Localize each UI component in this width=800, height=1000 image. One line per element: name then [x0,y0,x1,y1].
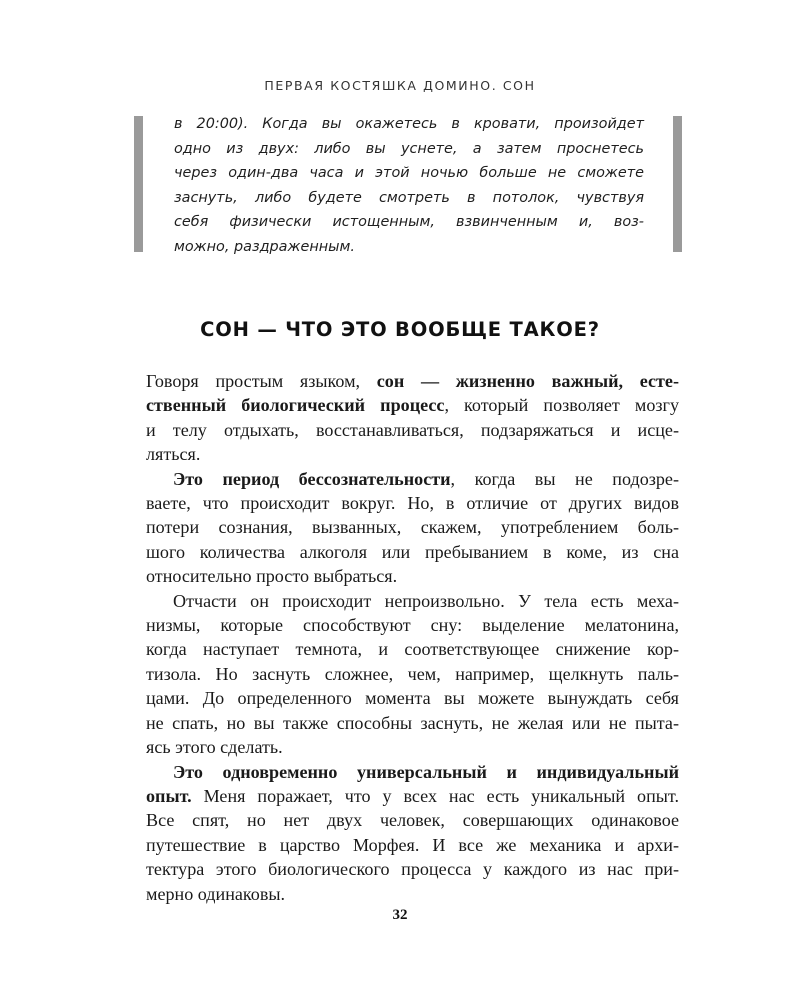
paragraph [146,467,679,589]
body-line: Это период бессознательности, когда вы не подозре- [173,468,679,489]
body-line: потери сознания, вызванных, скажем, употреблением боль- [146,517,679,538]
body-line: когда наступает темнота, и соответствующее снижение кор- [146,639,679,660]
page-number: 32 [392,907,408,923]
bold-phrase: Это одновременно универсальный и индивидуальный [173,761,679,782]
quote-line: в 20:00). Когда вы окажетесь в кровати, произойдет [174,116,644,132]
body-line: низмы, которые способствуют сну: выделение мелатонина, [146,615,679,636]
body-line: мерно одинаковы. [146,883,286,904]
body-line: опыт. Меня поражает, что у всех нас есть уникальный опыт. [146,785,679,806]
bold-phrase: Это период бессознательности [173,468,451,489]
quote-bar-right [673,116,682,252]
body-line: Все спят, но нет двух человек, совершающих одинаковое [146,810,679,831]
paragraph [146,760,679,906]
quote-line: одно из двух: либо вы уснете, а затем проснетесь [174,140,644,157]
body-line: относительно просто выбраться. [146,566,398,587]
bold-phrase: сон — жизненно важный, есте- [376,371,679,391]
quote-line: заснуть, либо будете смотреть в потолок, чувствуя [174,189,644,206]
body-line: Говоря простым языком, сон — жизненно важный, есте- [146,371,679,391]
quote-box [134,112,682,255]
body-line: цами. До определенного момента вы можете вынуждать себя [146,688,679,709]
section-heading: СОН — ЧТО ЭТО ВООБЩЕ ТАКОЕ? [200,318,600,341]
bold-phrase: ственный биологический процесс [146,395,445,416]
body-line: не спать, но вы также способны заснуть, не желая или не пыта- [146,712,679,733]
quote-line: себя физически истощенным, взвинченным и, воз- [174,214,644,230]
bold-phrase: опыт. [146,785,192,806]
body-line: ляться. [146,444,201,465]
quote-line: можно, раздраженным. [174,238,355,255]
body-line: ственный биологический процесс, который позволяет мозгу [146,395,680,416]
quote-bar-left [134,116,143,252]
body-text [146,369,679,906]
running-head: ПЕРВАЯ КОСТЯШКА ДОМИНО. СОН [264,78,536,93]
body-line [146,760,679,784]
body-line: тектура этого биологического процесса у каждого из нас при- [146,859,679,880]
body-line: путешествие в царство Морфея. И все же механика и архи- [146,834,679,855]
body-line: шого количества алкоголя или пребыванием в коме, из сна [146,541,679,562]
body-line: тизола. Но заснуть сложнее, чем, например, щелкнуть паль- [146,663,679,684]
quote-text [174,112,644,259]
body-line: ясь этого сделать. [146,737,283,758]
paragraph [146,589,679,760]
body-line: ваете, что происходит вокруг. Но, в отличие от других видов [146,493,679,514]
body-line: Отчасти он происходит непроизвольно. У тела есть меха- [173,590,679,611]
paragraph [146,369,679,467]
quote-line: через один-два часа и этой ночью больше не сможете [174,165,644,181]
body-line: и телу отдыхать, восстанавливаться, подзаряжаться и исце- [146,419,679,440]
